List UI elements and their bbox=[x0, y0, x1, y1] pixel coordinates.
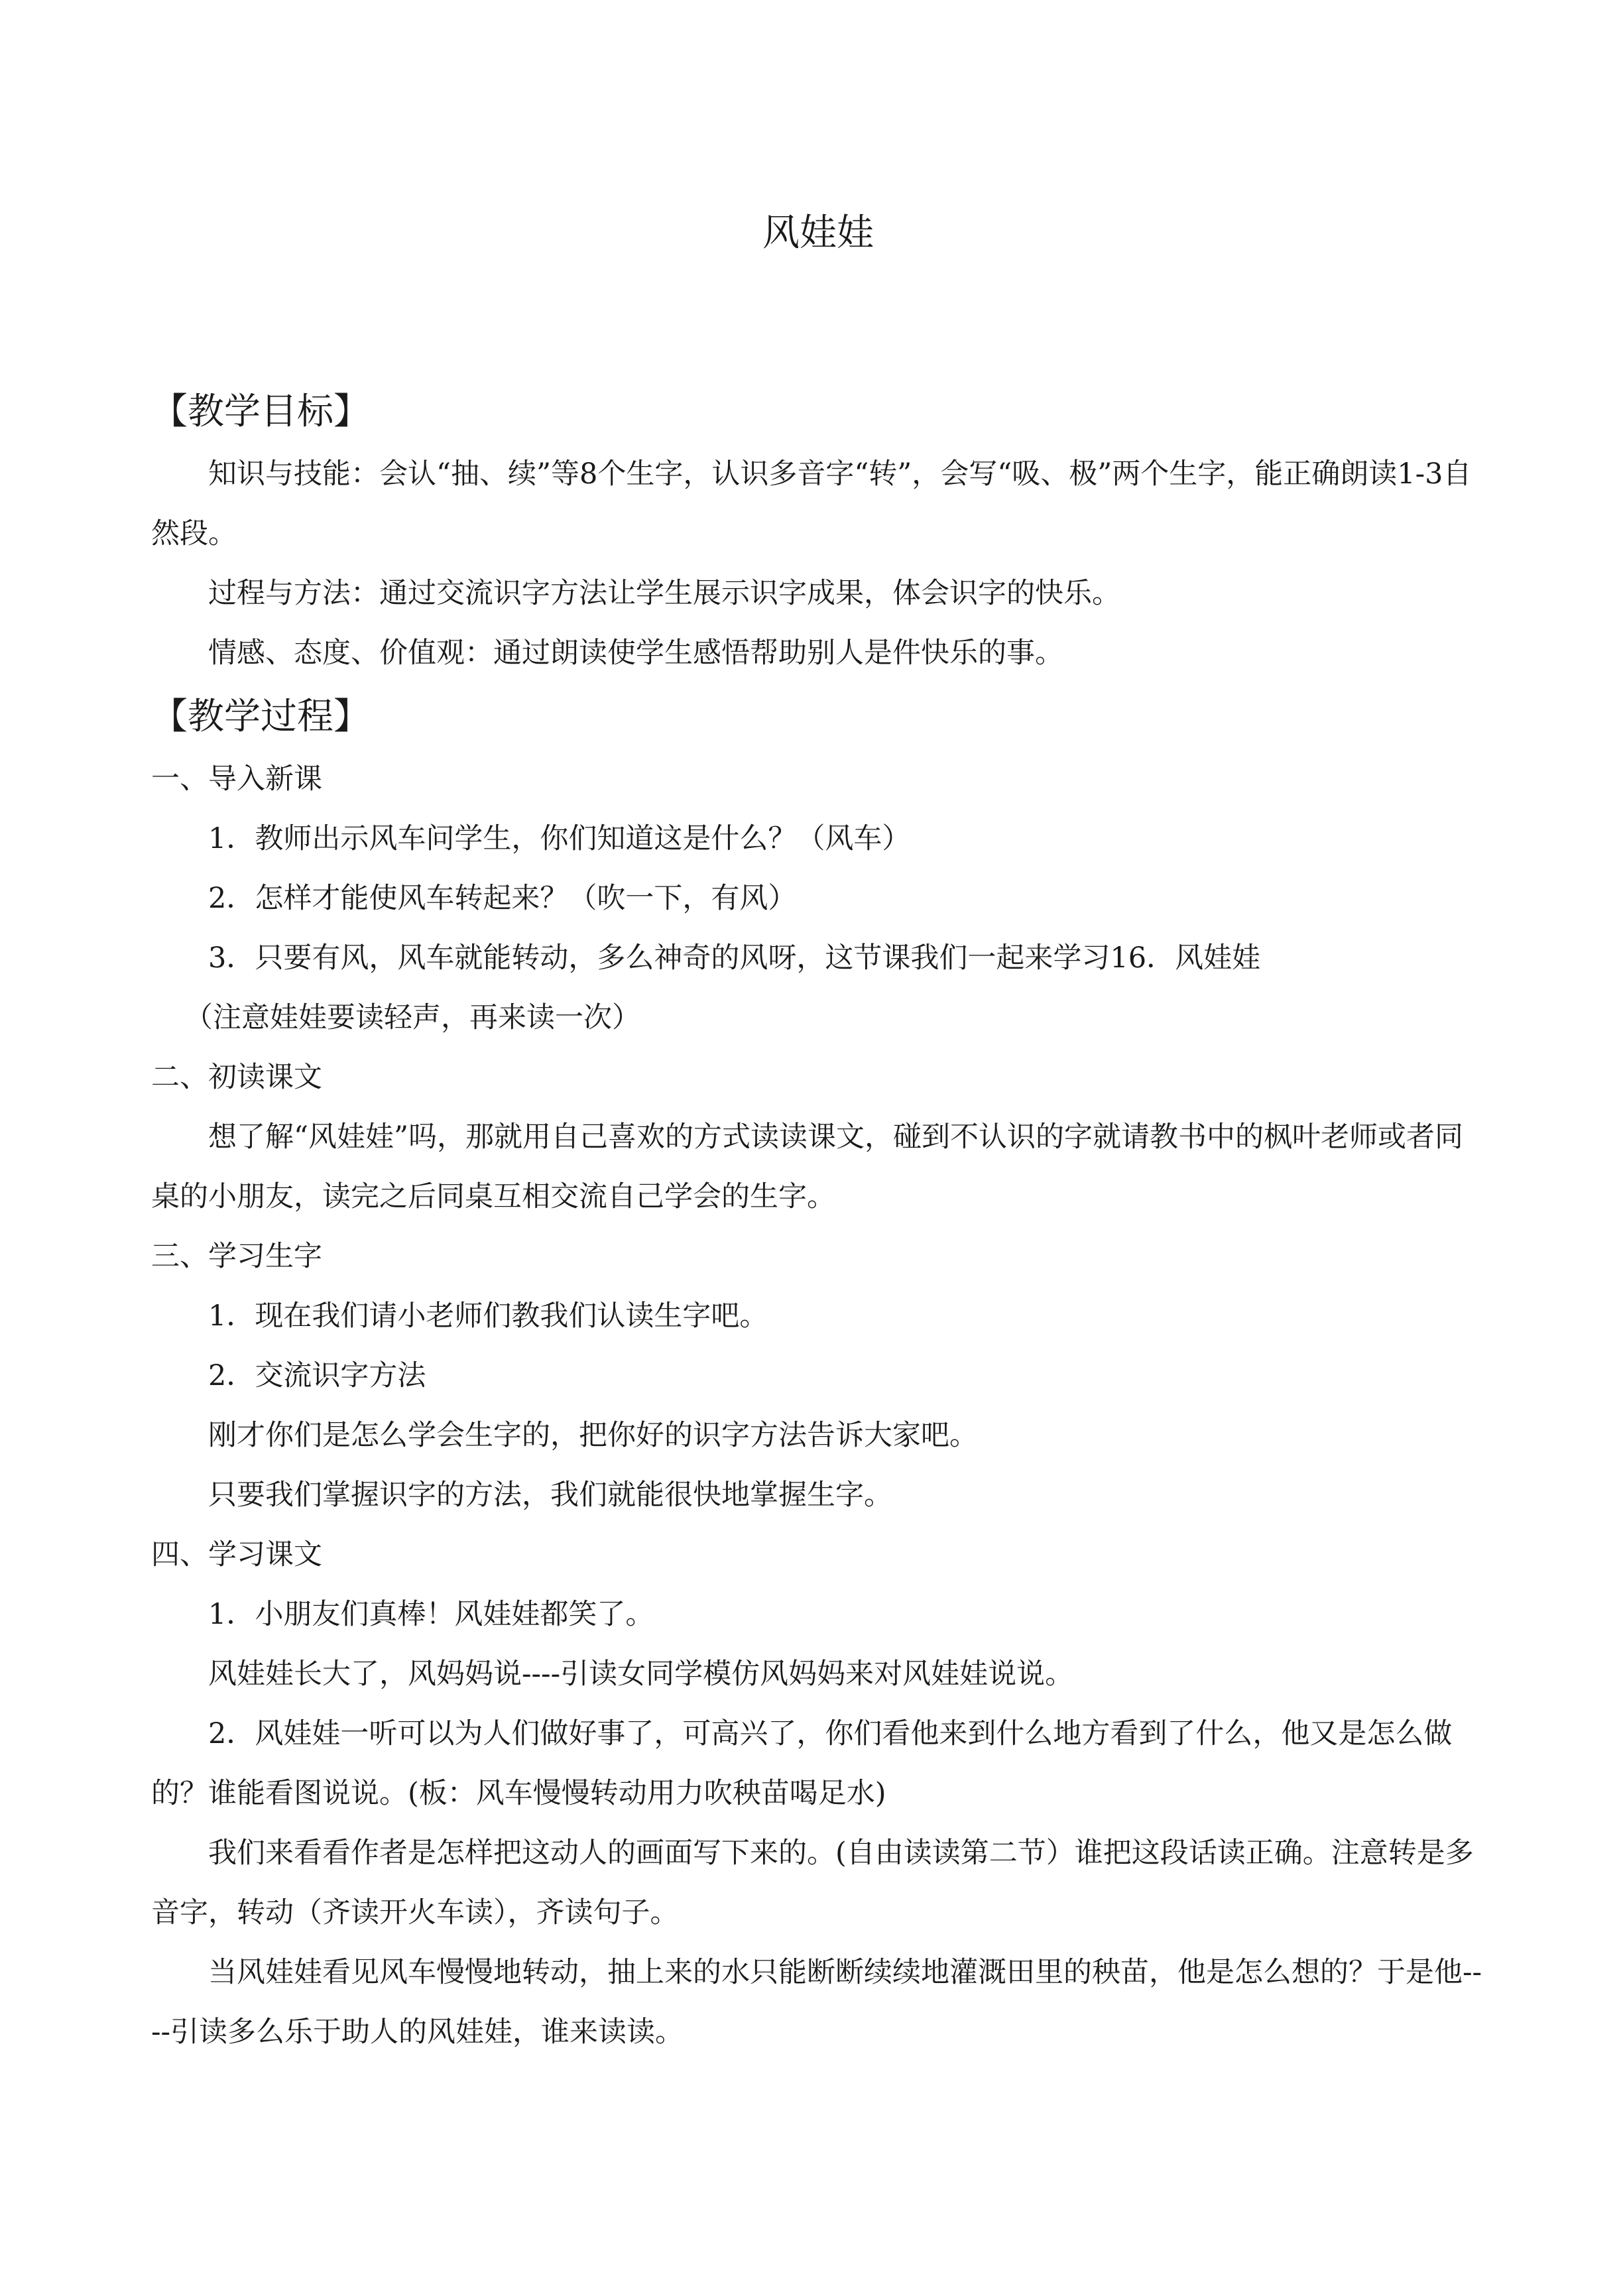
paragraph: 刚才你们是怎么学会生字的，把你好的识字方法告诉大家吧。 bbox=[208, 1419, 978, 1452]
list-item: 2．怎样才能使风车转起来？（吹一下，有风） bbox=[208, 882, 797, 915]
list-item: 3．只要有风，风车就能转动，多么神奇的风呀，这节课我们一起来学习16．风娃娃 bbox=[208, 941, 1261, 975]
page-title: 风娃娃 bbox=[762, 211, 874, 255]
paragraph: 我们来看看作者是怎样把这动人的画面写下来的。(自由读读第二节）谁把这段话读正确。注意转是多音字，转动（齐读开火车读），齐读句子。 bbox=[151, 1837, 1474, 1929]
paragraph: 风娃娃长大了，风妈妈说----引读女同学模仿风妈妈来对风娃娃说说。 bbox=[208, 1658, 1074, 1691]
paragraph: 当风娃娃看见风车慢慢地转动，抽上来的水只能断断续续地灌溉田里的秧苗，他是怎么想的？于是他----引读多么乐于助人的风娃娃，谁来读读。 bbox=[151, 1956, 1482, 2049]
section-title: 一、导入新课 bbox=[151, 762, 322, 796]
document-body bbox=[151, 378, 1485, 2062]
list-item: 1．小朋友们真棒！风娃娃都笑了。 bbox=[208, 1598, 654, 1631]
list-item: 2．风娃娃一听可以为人们做好事了，可高兴了，你们看他来到什么地方看到了什么，他又是怎么做的？谁能看图说说。(板：风车慢慢转动用力吹秧苗喝足水) bbox=[151, 1717, 1453, 1810]
process-heading: 【教学过程】 bbox=[151, 695, 371, 737]
objectives-heading: 【教学目标】 bbox=[151, 390, 371, 432]
section-title: 三、学习生字 bbox=[151, 1240, 322, 1273]
paragraph: 想了解“风娃娃”吗，那就用自己喜欢的方式读读课文，碰到不认识的字就请教书中的枫叶老师或者同桌的小朋友，读完之后同桌互相交流自己学会的生字。 bbox=[151, 1120, 1463, 1213]
objective-method: 过程与方法：通过交流识字方法让学生展示识字成果，体会识字的快乐。 bbox=[208, 577, 1120, 610]
objective-knowledge: 知识与技能：会认“抽、续”等8个生字，认识多音字“转”，会写“吸、极”两个生字，能正确朗读1-3自然段。 bbox=[151, 457, 1472, 550]
section-title: 四、学习课文 bbox=[151, 1538, 322, 1571]
list-item: 1．教师出示风车问学生，你们知道这是什么？（风车） bbox=[208, 822, 911, 855]
list-item: 1．现在我们请小老师们教我们认读生字吧。 bbox=[208, 1299, 768, 1333]
document-page bbox=[151, 0, 1485, 2296]
list-item: 2．交流识字方法 bbox=[208, 1359, 426, 1392]
reading-note: （注意娃娃要读轻声，再来读一次） bbox=[184, 1001, 640, 1034]
section-title: 二、初读课文 bbox=[151, 1061, 322, 1094]
paragraph: 只要我们掌握识字的方法，我们就能很快地掌握生字。 bbox=[208, 1479, 892, 1512]
objective-emotion: 情感、态度、价值观：通过朗读使学生感悟帮助别人是件快乐的事。 bbox=[208, 636, 1063, 670]
